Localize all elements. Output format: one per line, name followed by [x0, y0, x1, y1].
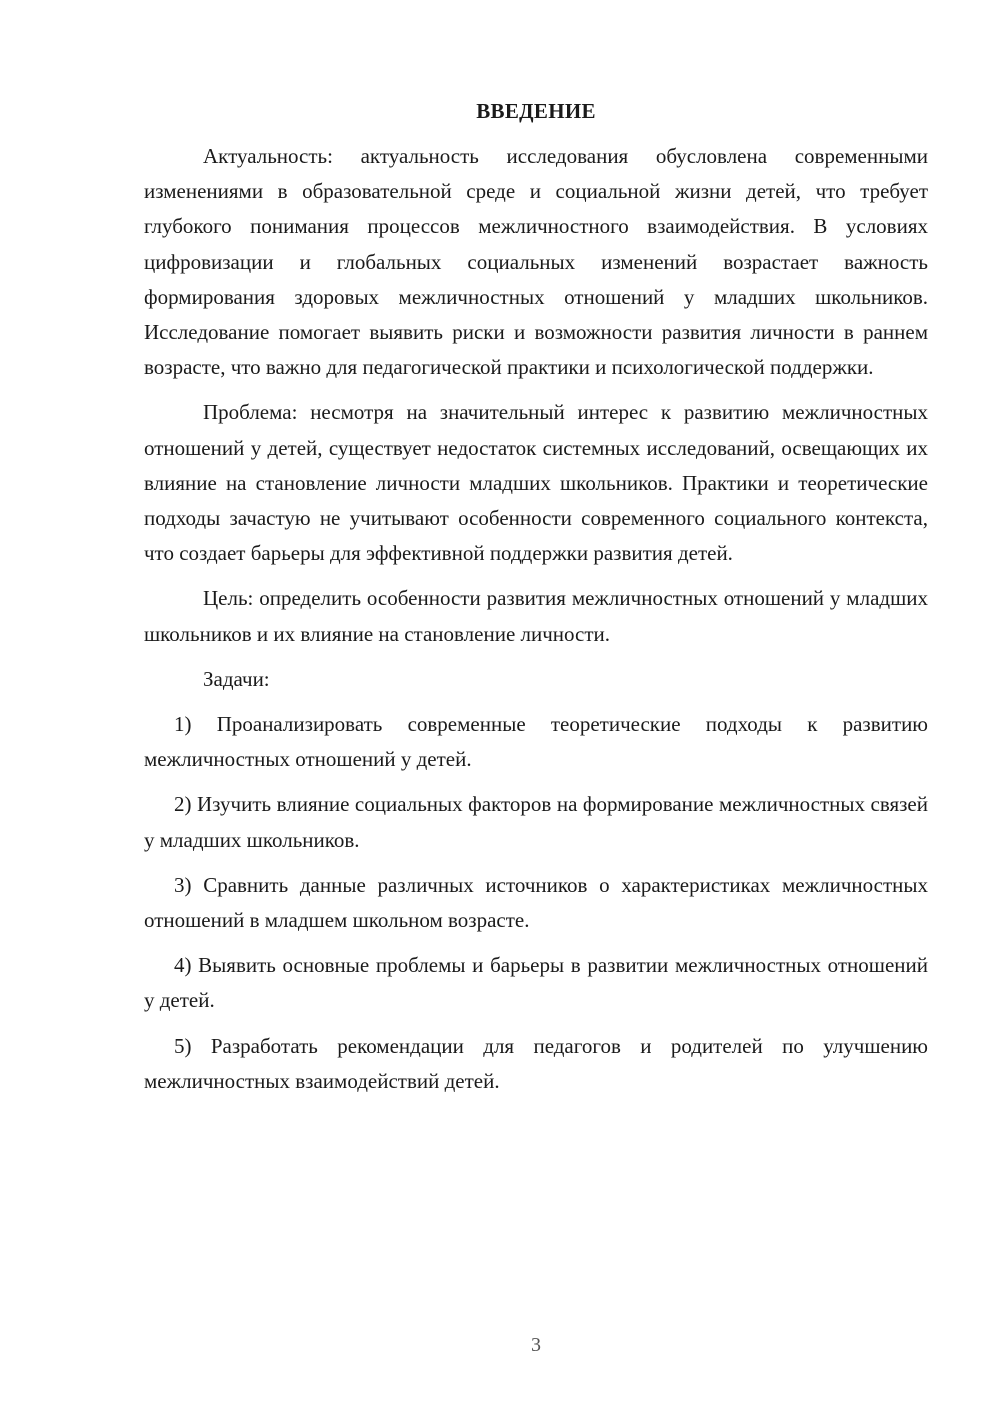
task-item: 1) Проанализировать современные теоретические подходы к развитию межличностных отношений у детей.	[144, 712, 928, 772]
goal-paragraph: Цель: определить особенности развития межличностных отношений у младших школьников и их влияние на становление личности.	[144, 586, 928, 646]
document-page	[144, 95, 928, 1099]
task-item: 4) Выявить основные проблемы и барьеры в развитии межличностных отношений у детей.	[144, 953, 928, 1013]
task-item: 2) Изучить влияние социальных факторов на формирование межличностных связей у младших школьников.	[144, 792, 928, 852]
task-item: 3) Сравнить данные различных источников о характеристиках межличностных отношений в младшем школьном возрасте.	[144, 872, 928, 933]
page-title: ВВЕДЕНИЕ	[476, 99, 596, 123]
relevance-paragraph: Актуальность: актуальность исследования обусловлена современными изменениями в образовательной среде и социальной жизни детей, что требует глубокого понимания процессов межличностного взаимодействия. В условиях цифровизации и глобальных социальных изменений возрастает важность формирования здоровых межличностных отношений у младших школьников. Исследование помогает выявить риски и возможности развития личности в раннем возрасте, что важно для педагогической практики и психологической поддержки.	[144, 144, 928, 380]
tasks-label: Задачи:	[203, 666, 270, 691]
problem-paragraph: Проблема: несмотря на значительный интерес к развитию межличностных отношений у детей, существует недостаток системных исследований, освещающих их влияние на становление личности младших школьников. Практики и теоретические подходы зачастую не учитывают особенности современного социального контекста, что создает барьеры для эффективной поддержки развития детей.	[144, 400, 928, 566]
task-item: 5) Разработать рекомендации для педагогов и родителей по улучшению межличностных взаимодействий детей.	[144, 1033, 928, 1093]
tasks-list	[144, 707, 928, 1099]
page-number: 3	[531, 1334, 541, 1356]
